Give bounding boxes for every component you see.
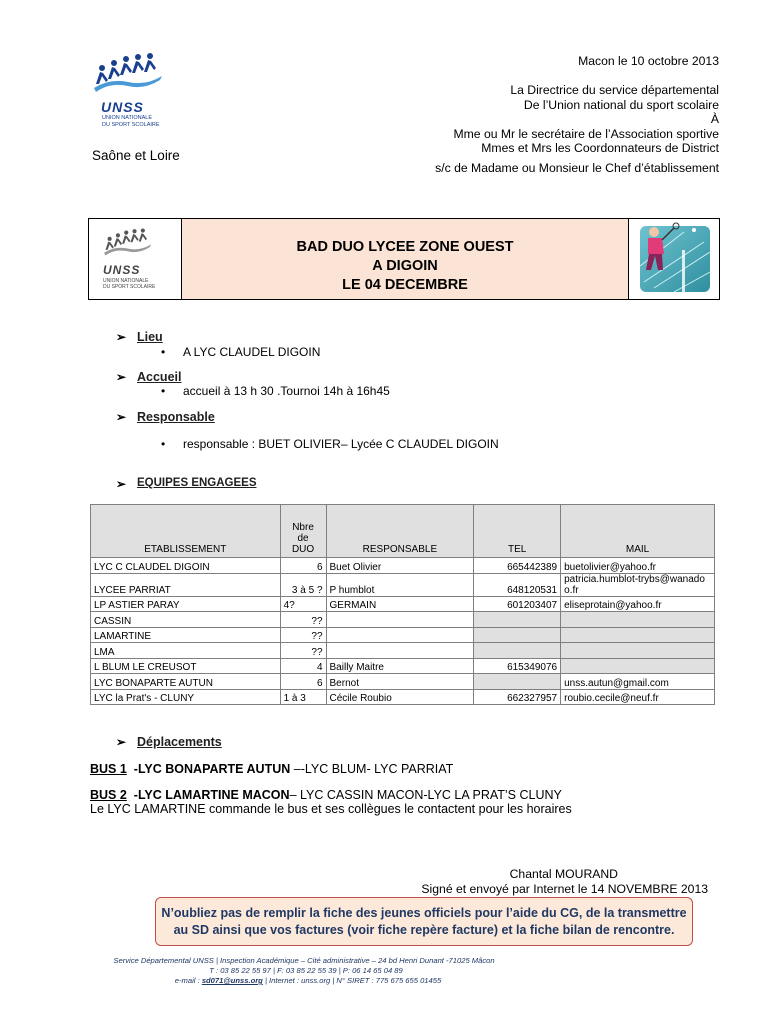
recipient-line: À	[710, 112, 719, 127]
recipient-line: Mmes et Mrs les Coordonnateurs de District	[481, 141, 719, 156]
runners-icon	[90, 48, 170, 100]
cell-mail: unss.autun@gmail.com	[561, 674, 715, 690]
cell-responsable: Buet Olivier	[326, 558, 474, 574]
section-accueil-heading: Accueil	[137, 370, 182, 384]
arrow-icon: ➢	[116, 370, 127, 384]
sc-line: s/c de Madame ou Monsieur le Chef d’établissement	[435, 161, 719, 175]
bus2-rest: – LYC CASSIN MACON-LYC LA PRAT’S CLUNY	[289, 788, 562, 802]
table-row	[91, 596, 715, 612]
recipient-line: La Directrice du service départemental	[510, 83, 719, 97]
cell-etablissement: LAMARTINE	[91, 627, 281, 643]
signature-block	[421, 867, 708, 896]
responsable-text: responsable : BUET OLIVIER– Lycée C CLAUDEL DIGOIN	[183, 437, 499, 451]
bullet-icon: •	[161, 345, 166, 359]
header-mail: MAIL	[561, 505, 715, 558]
recipient-line: Mme ou Mr le secrétaire de l’Association sportive	[453, 126, 719, 141]
cell-mail	[561, 658, 715, 674]
table-row	[91, 573, 715, 596]
header-duo: DUO	[291, 544, 315, 555]
region-label: Saône et Loire	[92, 148, 180, 163]
cell-tel: 648120531	[474, 573, 561, 596]
cell-tel: 615349076	[474, 658, 561, 674]
bus1-line	[90, 762, 453, 776]
bus2-label: BUS 2	[90, 788, 127, 802]
logo-brand: UNSS	[101, 99, 144, 115]
arrow-icon: ➢	[116, 410, 127, 424]
arrow-icon: ➢	[116, 477, 127, 491]
banner-title-line: BAD DUO LYCEE ZONE OUEST	[296, 239, 514, 255]
table-row	[91, 674, 715, 690]
cell-responsable	[326, 612, 474, 628]
table-row	[91, 627, 715, 643]
recipient-block	[453, 83, 719, 156]
cell-responsable	[326, 643, 474, 659]
section-lieu-text	[161, 345, 321, 359]
cell-etablissement: LYC la Prat's - CLUNY	[91, 689, 281, 705]
cell-tel	[474, 674, 561, 690]
cell-tel	[474, 643, 561, 659]
header-etablissement: ETABLISSEMENT	[91, 505, 281, 558]
bus1-label: BUS 1	[90, 762, 127, 776]
signature-name: Chantal MOURAND	[509, 867, 618, 881]
footer-phones: T : 03 85 22 55 97 | F: 03 85 22 55 39 | P: 06 14 65 04 89	[209, 966, 403, 975]
table-row	[91, 612, 715, 628]
cell-responsable: P humblot	[326, 573, 474, 596]
cell-responsable: Cécile Roubio	[326, 689, 474, 705]
cell-mail	[561, 643, 715, 659]
header-responsable: RESPONSABLE	[326, 505, 474, 558]
logo-subtitle-2: DU SPORT SCOLAIRE	[102, 122, 160, 128]
cell-duo: ??	[280, 612, 326, 628]
table-row	[91, 558, 715, 574]
cell-etablissement: LYCEE PARRIAT	[91, 573, 281, 596]
cell-mail: patricia.humblot-trybs@wanadoo.fr	[561, 573, 715, 596]
signature-line: Signé et envoyé par Internet le 14 NOVEMBRE 2013	[421, 881, 708, 896]
cell-tel	[474, 627, 561, 643]
accueil-text: accueil à 13 h 30 .Tournoi 14h à 16h45	[183, 384, 390, 398]
runners-icon	[99, 225, 159, 261]
table-row	[91, 658, 715, 674]
cell-etablissement: L BLUM LE CREUSOT	[91, 658, 281, 674]
banner-title-line: A DIGOIN	[372, 258, 438, 274]
cell-mail: roubio.cecile@neuf.fr	[561, 689, 715, 705]
bus2-line	[90, 788, 562, 802]
footer-email-prefix: e-mail :	[174, 976, 202, 985]
banner-title-line: LE 04 DECEMBRE	[342, 277, 468, 293]
table-header-row	[91, 505, 715, 558]
cell-mail	[561, 612, 715, 628]
letter-date: Macon le 10 octobre 2013	[578, 54, 719, 68]
cell-tel	[474, 612, 561, 628]
cell-responsable: Bailly Maitre	[326, 658, 474, 674]
cell-mail: buetolivier@yahoo.fr	[561, 558, 715, 574]
cell-responsable	[326, 627, 474, 643]
banner-logo-sub-1: UNION NATIONALE	[103, 278, 149, 284]
bus-note: Le LYC LAMARTINE commande le bus et ses collègues le contactent pour les horaires	[90, 802, 572, 816]
bus1-rest: –-LYC BLUM- LYC PARRIAT	[290, 762, 454, 776]
section-equipes-heading: EQUIPES ENGAGEES	[137, 477, 257, 489]
arrow-icon: ➢	[116, 330, 127, 344]
section-responsable-text	[161, 437, 499, 451]
header-nbre: Nbre	[292, 522, 314, 533]
logo-subtitle-1: UNION NATIONALE	[102, 115, 153, 121]
footer-contact	[0, 976, 692, 986]
banner-logo-cell	[89, 219, 182, 299]
cell-duo: 4?	[280, 596, 326, 612]
cell-responsable: Bernot	[326, 674, 474, 690]
cell-etablissement: CASSIN	[91, 612, 281, 628]
cell-responsable: GERMAIN	[326, 596, 474, 612]
cell-etablissement: LYC C CLAUDEL DIGOIN	[91, 558, 281, 574]
cell-duo: 1 à 3	[280, 689, 326, 705]
cell-duo: ??	[280, 643, 326, 659]
bullet-icon: •	[161, 437, 166, 451]
cell-tel: 662327957	[474, 689, 561, 705]
cell-etablissement: LMA	[91, 643, 281, 659]
reminder-notice	[155, 897, 693, 946]
header-tel: TEL	[474, 505, 561, 558]
cell-duo: 6	[280, 674, 326, 690]
lieu-text: A LYC CLAUDEL DIGOIN	[183, 345, 321, 359]
table-row	[91, 689, 715, 705]
cell-duo: 6	[280, 558, 326, 574]
section-lieu-heading: Lieu	[137, 330, 163, 344]
recipient-line: De l’Union national du sport scolaire	[523, 97, 719, 112]
banner-logo-sub-2: DU SPORT SCOLAIRE	[103, 284, 156, 290]
header-nbre-duo	[280, 505, 326, 558]
section-responsable-heading: Responsable	[137, 410, 215, 424]
unss-logo	[90, 48, 170, 138]
cell-tel: 665442389	[474, 558, 561, 574]
notice-line: au SD ainsi que vos factures (voir fiche repère facture) et la fiche bilan de rencontre.	[173, 923, 675, 937]
cell-etablissement: LYC BONAPARTE AUTUN	[91, 674, 281, 690]
cell-mail: eliseprotain@yahoo.fr	[561, 596, 715, 612]
cell-duo: ??	[280, 627, 326, 643]
notice-line: N’oubliez pas de remplir la fiche des jeunes officiels pour l’aide du CG, de la transmettre	[161, 906, 687, 920]
cell-tel: 601203407	[474, 596, 561, 612]
bullet-icon: •	[161, 384, 166, 398]
section-deplacements-heading: Déplacements	[137, 735, 222, 749]
teams-table	[90, 504, 715, 705]
bus1-route: -LYC BONAPARTE AUTUN	[133, 762, 291, 776]
badminton-illustration-cell	[630, 219, 719, 299]
header-de: de	[297, 533, 309, 544]
bus2-route: -LYC LAMARTINE MACON	[133, 788, 290, 802]
event-banner	[88, 218, 720, 300]
footer-contact-rest: | Internet : unss.org | N° SIRET : 775 675 655 01455	[262, 976, 442, 985]
table-row	[91, 643, 715, 659]
section-accueil-text	[161, 384, 390, 398]
cell-duo: 4	[280, 658, 326, 674]
arrow-icon: ➢	[116, 735, 127, 749]
cell-duo: 3 à 5 ?	[280, 573, 326, 596]
cell-etablissement: LP ASTIER PARAY	[91, 596, 281, 612]
banner-title	[182, 219, 629, 299]
cell-mail	[561, 627, 715, 643]
banner-logo-brand: UNSS	[103, 263, 141, 277]
badminton-player-icon	[634, 222, 714, 296]
footer-email-link[interactable]: sd071@unss.org	[201, 976, 263, 985]
footer-address: Service Départemental UNSS | Inspection Académique – Cité administrative – 24 bd Henri Dunant -71025 Mâcon	[113, 956, 495, 965]
